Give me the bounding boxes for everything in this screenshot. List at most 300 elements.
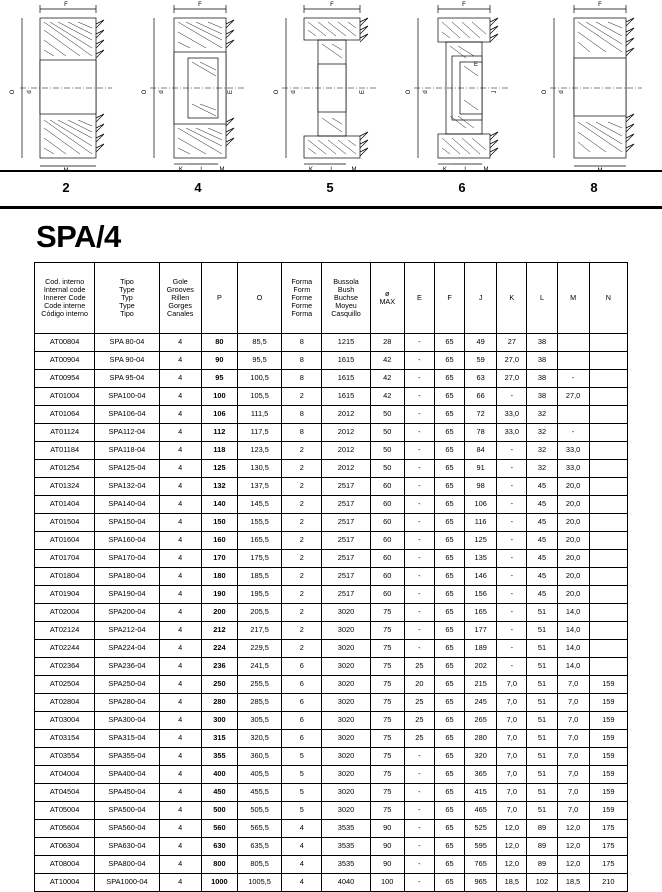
table-cell (589, 496, 627, 514)
table-cell: - (404, 550, 434, 568)
table-cell: 90 (370, 856, 404, 874)
table-cell: SPA180-04 (95, 568, 159, 586)
table-cell: AT03554 (35, 748, 95, 766)
table-cell: 106 (201, 406, 237, 424)
table-cell: 20,0 (557, 496, 589, 514)
table-cell: 65 (434, 874, 464, 892)
table-cell: 245 (465, 694, 497, 712)
table-cell: 500 (201, 802, 237, 820)
table-cell: 150 (201, 514, 237, 532)
table-cell: 4 (159, 424, 201, 442)
table-cell: - (404, 406, 434, 424)
pulley-section-figure-2 (0, 0, 132, 172)
table-cell: 33,0 (497, 406, 527, 424)
table-cell: 280 (201, 694, 237, 712)
table-cell: 50 (370, 460, 404, 478)
table-cell: 7,0 (557, 784, 589, 802)
table-row (35, 802, 628, 820)
table-row (35, 622, 628, 640)
svg-text:O: O (406, 89, 412, 95)
table-cell: 190 (201, 586, 237, 604)
table-cell: 4 (282, 820, 322, 838)
table-cell: 595 (465, 838, 497, 856)
table-cell: 3020 (322, 676, 370, 694)
table-cell: - (404, 838, 434, 856)
table-cell: 45 (527, 586, 557, 604)
table-cell: 4 (159, 460, 201, 478)
table-cell: - (404, 532, 434, 550)
table-cell: 75 (370, 658, 404, 676)
table-cell: 2012 (322, 424, 370, 442)
table-cell: 7,0 (557, 748, 589, 766)
table-cell: 25 (404, 712, 434, 730)
table-header-row (35, 263, 628, 334)
svg-text:d: d (423, 90, 429, 94)
table-cell: 60 (370, 514, 404, 532)
table-cell: 59 (465, 352, 497, 370)
table-cell: AT06304 (35, 838, 95, 856)
table-cell: - (404, 496, 434, 514)
col-header-e: E (404, 263, 434, 334)
table-cell: 60 (370, 532, 404, 550)
col-header-m: M (557, 263, 589, 334)
table-cell: 505,5 (237, 802, 281, 820)
table-cell: 60 (370, 586, 404, 604)
col-header-internal-code: Cod. interno Internal code Innerer Code Code interne Código interno (35, 263, 95, 334)
table-cell: 132 (201, 478, 237, 496)
table-cell: 25 (404, 658, 434, 676)
table-cell: SPA118-04 (95, 442, 159, 460)
table-cell: 1005,5 (237, 874, 281, 892)
table-cell: 2 (282, 478, 322, 496)
table-cell (557, 334, 589, 352)
table-cell: 75 (370, 676, 404, 694)
table-cell: AT01254 (35, 460, 95, 478)
table-cell (557, 352, 589, 370)
table-cell: 65 (434, 640, 464, 658)
table-cell: 42 (370, 388, 404, 406)
table-cell: 75 (370, 604, 404, 622)
table-cell: SPA140-04 (95, 496, 159, 514)
table-cell: 965 (465, 874, 497, 892)
table-cell: 20,0 (557, 532, 589, 550)
table-cell: 75 (370, 712, 404, 730)
table-cell: 65 (434, 424, 464, 442)
table-cell: AT01184 (35, 442, 95, 460)
svg-text:J: J (492, 90, 498, 94)
table-cell: 72 (465, 406, 497, 424)
table-row (35, 604, 628, 622)
table-cell: AT02124 (35, 622, 95, 640)
table-cell: 800 (201, 856, 237, 874)
table-cell: SPA 80-04 (95, 334, 159, 352)
table-cell: 38 (527, 388, 557, 406)
table-cell (589, 406, 627, 424)
table-cell: 4 (159, 766, 201, 784)
table-cell: 125 (201, 460, 237, 478)
table-cell: 2 (282, 640, 322, 658)
svg-text:M: M (597, 168, 603, 172)
table-cell: 65 (434, 460, 464, 478)
table-cell: 8 (282, 352, 322, 370)
table-cell: 4 (159, 784, 201, 802)
table-row (35, 658, 628, 676)
table-cell: 12,0 (557, 856, 589, 874)
table-cell: 7,0 (557, 694, 589, 712)
table-cell: - (404, 460, 434, 478)
table-cell: SPA236-04 (95, 658, 159, 676)
table-cell: 2 (282, 604, 322, 622)
table-cell: 202 (465, 658, 497, 676)
table-cell: 3020 (322, 748, 370, 766)
table-cell: AT05004 (35, 802, 95, 820)
table-cell: 65 (434, 712, 464, 730)
table-cell: 6 (282, 658, 322, 676)
table-cell: 285,5 (237, 694, 281, 712)
table-cell: 8 (282, 334, 322, 352)
table-cell: 75 (370, 784, 404, 802)
table-row (35, 550, 628, 568)
table-cell: 63 (465, 370, 497, 388)
table-cell: 159 (589, 730, 627, 748)
table-cell: 450 (201, 784, 237, 802)
svg-text:L: L (200, 167, 204, 172)
svg-text:K: K (442, 167, 448, 172)
figure-label-2: 2 (62, 180, 70, 195)
table-row (35, 838, 628, 856)
table-cell: 765 (465, 856, 497, 874)
col-header-j: J (465, 263, 497, 334)
table-cell: 1615 (322, 370, 370, 388)
table-cell: 4 (159, 568, 201, 586)
table-cell: 65 (434, 622, 464, 640)
table-cell: 75 (370, 766, 404, 784)
table-cell: 65 (434, 838, 464, 856)
table-cell: 4040 (322, 874, 370, 892)
table-cell: 32 (527, 442, 557, 460)
table-cell: 27,0 (497, 352, 527, 370)
table-cell: 7,0 (497, 784, 527, 802)
table-cell: 65 (434, 784, 464, 802)
table-cell: 4 (282, 874, 322, 892)
table-cell: 7,0 (557, 712, 589, 730)
table-row (35, 640, 628, 658)
table-cell: 27 (497, 334, 527, 352)
table-cell (589, 658, 627, 676)
table-cell: 205,5 (237, 604, 281, 622)
svg-text:O: O (10, 89, 16, 95)
table-cell: 4 (159, 802, 201, 820)
table-cell: AT02804 (35, 694, 95, 712)
svg-text:L: L (330, 167, 334, 172)
svg-text:d: d (27, 90, 33, 94)
table-cell: 75 (370, 640, 404, 658)
table-cell: 300 (201, 712, 237, 730)
col-header-grooves: Gole Grooves Rillen Gorges Canales (159, 263, 201, 334)
table-cell: - (404, 442, 434, 460)
table-cell: 4 (159, 874, 201, 892)
figure-label-6: 6 (458, 180, 466, 195)
table-cell: 14,0 (557, 640, 589, 658)
table-cell (589, 604, 627, 622)
table-cell: 5 (282, 766, 322, 784)
table-cell (589, 514, 627, 532)
table-cell: 6 (282, 712, 322, 730)
table-cell: SPA132-04 (95, 478, 159, 496)
table-cell (589, 478, 627, 496)
table-cell: - (404, 478, 434, 496)
table-cell: SPA112-04 (95, 424, 159, 442)
table-cell: 455,5 (237, 784, 281, 802)
table-row (35, 532, 628, 550)
svg-text:F: F (462, 2, 466, 8)
table-cell: 4 (159, 676, 201, 694)
table-row (35, 352, 628, 370)
table-cell: 2517 (322, 496, 370, 514)
table-cell: 2517 (322, 550, 370, 568)
table-cell (589, 460, 627, 478)
table-cell: 50 (370, 406, 404, 424)
table-cell: 3020 (322, 694, 370, 712)
table-cell (589, 550, 627, 568)
svg-text:F: F (198, 2, 202, 8)
svg-text:M: M (351, 167, 357, 172)
table-cell: 4 (282, 856, 322, 874)
table-cell: 20,0 (557, 568, 589, 586)
table-cell: - (497, 604, 527, 622)
table-cell: 117,5 (237, 424, 281, 442)
table-cell: AT02364 (35, 658, 95, 676)
table-cell: 32 (527, 460, 557, 478)
table-row (35, 586, 628, 604)
table-cell: 33,0 (497, 424, 527, 442)
table-cell: 4 (282, 838, 322, 856)
table-cell: 18,5 (497, 874, 527, 892)
table-cell: 4 (159, 550, 201, 568)
table-cell: 2 (282, 586, 322, 604)
table-cell: AT04004 (35, 766, 95, 784)
table-cell: 160 (201, 532, 237, 550)
table-cell: 100 (201, 388, 237, 406)
table-cell: 1615 (322, 352, 370, 370)
table-cell: - (404, 586, 434, 604)
table-row (35, 460, 628, 478)
diagram-strip (0, 0, 662, 172)
table-cell: 100,5 (237, 370, 281, 388)
table-cell: 60 (370, 568, 404, 586)
specs-table-wrap (0, 262, 662, 892)
table-cell: 65 (434, 496, 464, 514)
table-cell: 112 (201, 424, 237, 442)
table-cell: 159 (589, 748, 627, 766)
table-cell: 2012 (322, 406, 370, 424)
table-row (35, 370, 628, 388)
table-cell: - (404, 388, 434, 406)
figure-label-8: 8 (590, 180, 598, 195)
table-cell: AT01404 (35, 496, 95, 514)
table-cell: SPA630-04 (95, 838, 159, 856)
table-cell: 7,0 (497, 748, 527, 766)
table-cell: 65 (434, 514, 464, 532)
table-cell: 45 (527, 532, 557, 550)
table-cell: 1215 (322, 334, 370, 352)
table-cell: 146 (465, 568, 497, 586)
pulley-section-figure-5 (264, 0, 396, 172)
table-cell: 1615 (322, 388, 370, 406)
table-cell: 320 (465, 748, 497, 766)
table-cell: 159 (589, 694, 627, 712)
table-cell: SPA250-04 (95, 676, 159, 694)
table-cell (589, 442, 627, 460)
table-cell: 65 (434, 604, 464, 622)
table-cell: 125 (465, 532, 497, 550)
table-cell: - (497, 586, 527, 604)
table-cell: 3020 (322, 658, 370, 676)
table-cell: 91 (465, 460, 497, 478)
table-cell (589, 568, 627, 586)
table-cell: 4 (159, 442, 201, 460)
table-cell: - (497, 532, 527, 550)
specs-table-body (35, 334, 628, 892)
table-cell: - (404, 820, 434, 838)
table-cell: 65 (434, 856, 464, 874)
table-cell: 200 (201, 604, 237, 622)
col-header-n: N (589, 263, 627, 334)
table-cell: 75 (370, 748, 404, 766)
table-cell: - (404, 568, 434, 586)
table-cell: 32 (527, 406, 557, 424)
table-cell: 51 (527, 694, 557, 712)
table-cell: AT01904 (35, 586, 95, 604)
table-cell: 14,0 (557, 658, 589, 676)
table-cell: 90 (201, 352, 237, 370)
table-cell (589, 586, 627, 604)
table-cell: SPA150-04 (95, 514, 159, 532)
table-cell: 3535 (322, 856, 370, 874)
table-cell: 156 (465, 586, 497, 604)
table-cell: 4 (159, 856, 201, 874)
table-cell: 95,5 (237, 352, 281, 370)
figure-label-4: 4 (194, 180, 202, 195)
table-row (35, 820, 628, 838)
table-cell: 65 (434, 388, 464, 406)
table-cell: SPA280-04 (95, 694, 159, 712)
table-cell: 25 (404, 694, 434, 712)
table-row (35, 784, 628, 802)
table-cell: 33,0 (557, 442, 589, 460)
table-cell: 28 (370, 334, 404, 352)
table-cell: 3535 (322, 838, 370, 856)
table-cell: 42 (370, 352, 404, 370)
table-cell: 51 (527, 622, 557, 640)
table-cell: 159 (589, 784, 627, 802)
table-cell: 165 (465, 604, 497, 622)
table-cell: 5 (282, 802, 322, 820)
table-cell: 7,0 (557, 676, 589, 694)
table-cell: SPA300-04 (95, 712, 159, 730)
table-row (35, 478, 628, 496)
table-cell: 265 (465, 712, 497, 730)
table-cell: - (497, 658, 527, 676)
table-cell: 51 (527, 640, 557, 658)
table-cell: 4 (159, 748, 201, 766)
table-cell: 45 (527, 550, 557, 568)
table-cell: - (404, 802, 434, 820)
table-cell (589, 424, 627, 442)
table-cell: 42 (370, 370, 404, 388)
table-cell: 51 (527, 604, 557, 622)
table-cell (589, 532, 627, 550)
table-cell: 51 (527, 712, 557, 730)
pulley-section-figure-6 (396, 0, 528, 172)
table-cell: 4 (159, 586, 201, 604)
table-cell: 3535 (322, 820, 370, 838)
table-cell: 3020 (322, 604, 370, 622)
table-cell: - (404, 856, 434, 874)
table-cell: 38 (527, 352, 557, 370)
table-cell: 145,5 (237, 496, 281, 514)
table-cell: 2 (282, 514, 322, 532)
figure-label-5: 5 (326, 180, 334, 195)
table-cell: 280 (465, 730, 497, 748)
table-cell: 465 (465, 802, 497, 820)
table-cell: 100 (370, 874, 404, 892)
table-cell: 2 (282, 550, 322, 568)
table-cell: 525 (465, 820, 497, 838)
table-cell: 65 (434, 586, 464, 604)
table-row (35, 568, 628, 586)
table-cell: 355 (201, 748, 237, 766)
table-cell: SPA212-04 (95, 622, 159, 640)
table-cell: 66 (465, 388, 497, 406)
table-cell: 4 (159, 820, 201, 838)
table-cell: 65 (434, 694, 464, 712)
col-header-f: F (434, 263, 464, 334)
svg-text:d: d (159, 90, 165, 94)
table-cell: 98 (465, 478, 497, 496)
table-cell: SPA125-04 (95, 460, 159, 478)
table-row (35, 424, 628, 442)
svg-text:E: E (473, 62, 479, 68)
table-cell: 805,5 (237, 856, 281, 874)
table-cell: 250 (201, 676, 237, 694)
table-cell: 159 (589, 676, 627, 694)
table-cell: 20,0 (557, 478, 589, 496)
table-cell: - (497, 550, 527, 568)
table-cell: AT08004 (35, 856, 95, 874)
table-cell: 102 (527, 874, 557, 892)
table-cell: 215 (465, 676, 497, 694)
table-cell: 2517 (322, 532, 370, 550)
table-cell: 2 (282, 568, 322, 586)
table-cell: - (497, 640, 527, 658)
table-cell: 236 (201, 658, 237, 676)
table-cell: 241,5 (237, 658, 281, 676)
table-cell: 4 (159, 694, 201, 712)
table-cell: 4 (159, 532, 201, 550)
table-cell: 7,0 (557, 766, 589, 784)
table-cell: - (497, 622, 527, 640)
col-header-p: P (201, 263, 237, 334)
table-cell: 65 (434, 766, 464, 784)
table-cell: 6 (282, 730, 322, 748)
table-cell: 405,5 (237, 766, 281, 784)
table-cell: 90 (370, 820, 404, 838)
table-cell: 51 (527, 802, 557, 820)
table-cell: 51 (527, 676, 557, 694)
table-cell: 189 (465, 640, 497, 658)
table-cell: 18,5 (557, 874, 589, 892)
